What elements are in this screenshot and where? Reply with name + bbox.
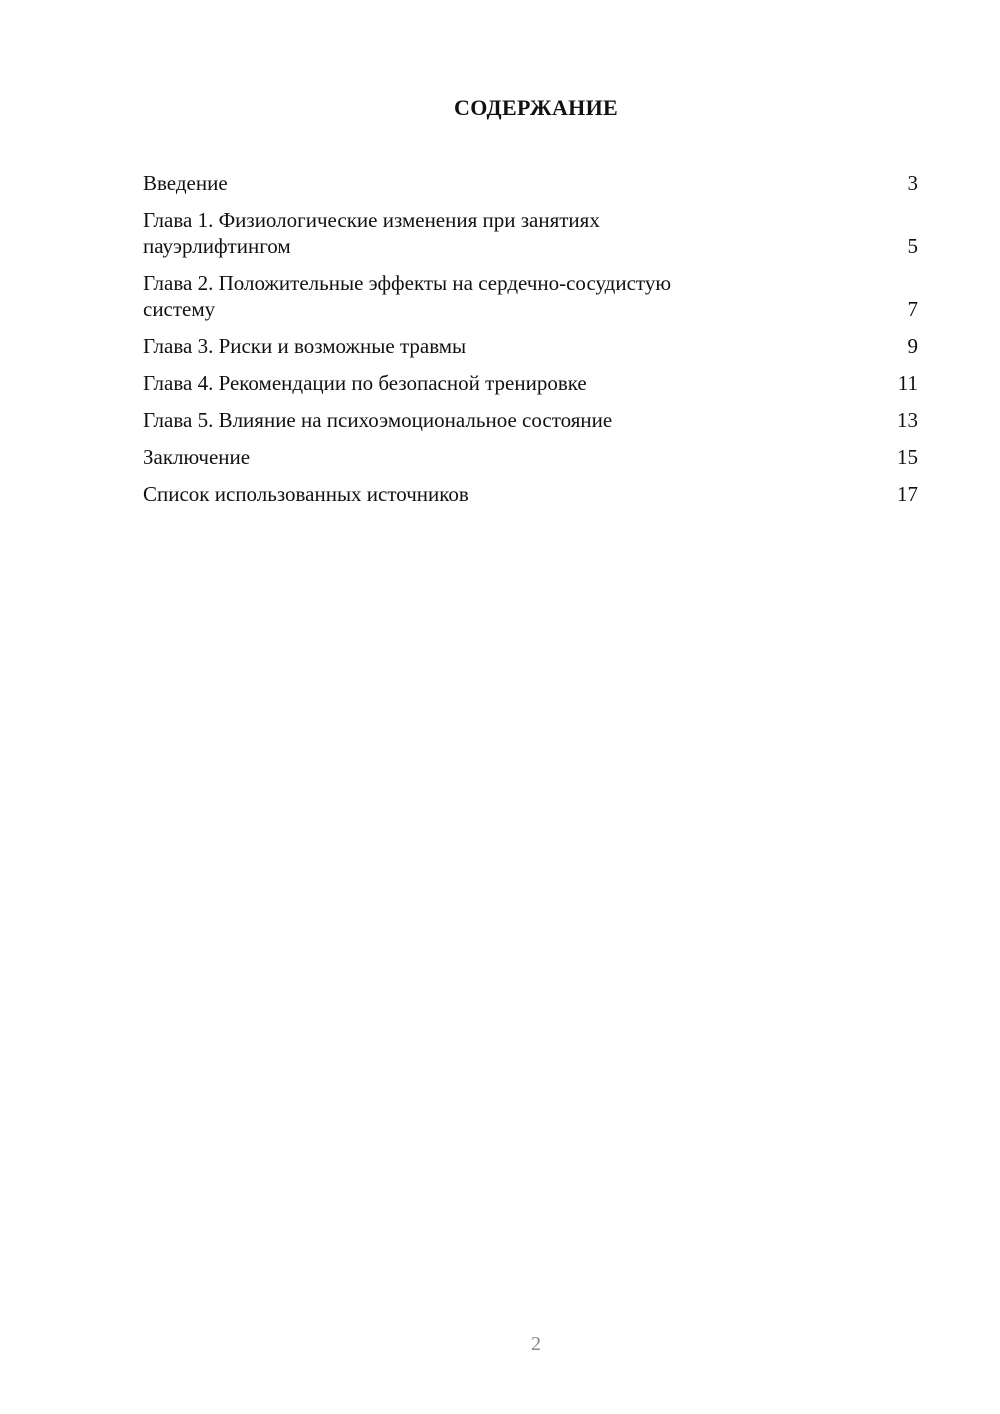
toc-entry-page: 13: [897, 408, 918, 432]
toc-entry-chapter-4: [143, 370, 918, 396]
page-number: 2: [531, 1333, 541, 1355]
toc-entry-conclusion: [143, 444, 918, 470]
toc-entry-page: 11: [897, 371, 918, 395]
toc-heading: СОДЕРЖАНИЕ: [454, 95, 618, 120]
toc-entry-title: Глава 4. Рекомендации по безопасной тренировке: [143, 371, 587, 395]
table-of-contents: [143, 170, 918, 518]
toc-entry-page: 5: [907, 234, 918, 258]
toc-entry-title: Глава 1. Физиологические изменения при занятиях пауэрлифтингом: [143, 208, 600, 258]
toc-entry-title: Глава 2. Положительные эффекты на сердечно-сосудистую систему: [143, 271, 672, 321]
toc-entry-chapter-3: [143, 333, 918, 359]
toc-entry-chapter-2: [143, 270, 918, 322]
toc-entry-title: Глава 3. Риски и возможные травмы: [143, 334, 467, 358]
toc-entry-title: Список использованных источников: [143, 482, 469, 506]
toc-entry-introduction: [143, 170, 918, 196]
toc-entry-page: 3: [907, 171, 918, 195]
toc-entry-page: 15: [897, 445, 918, 469]
toc-entry-title: Введение: [143, 171, 228, 195]
toc-entry-page: 17: [897, 482, 918, 506]
toc-entry-chapter-5: [143, 407, 918, 433]
toc-entry-page: 7: [907, 297, 918, 321]
toc-entry-page: 9: [907, 334, 918, 358]
toc-entry-title: Заключение: [143, 445, 251, 469]
toc-entry-chapter-1: [143, 207, 918, 259]
toc-entry-title: Глава 5. Влияние на психоэмоциональное состояние: [143, 408, 613, 432]
toc-entry-references: [143, 481, 918, 507]
